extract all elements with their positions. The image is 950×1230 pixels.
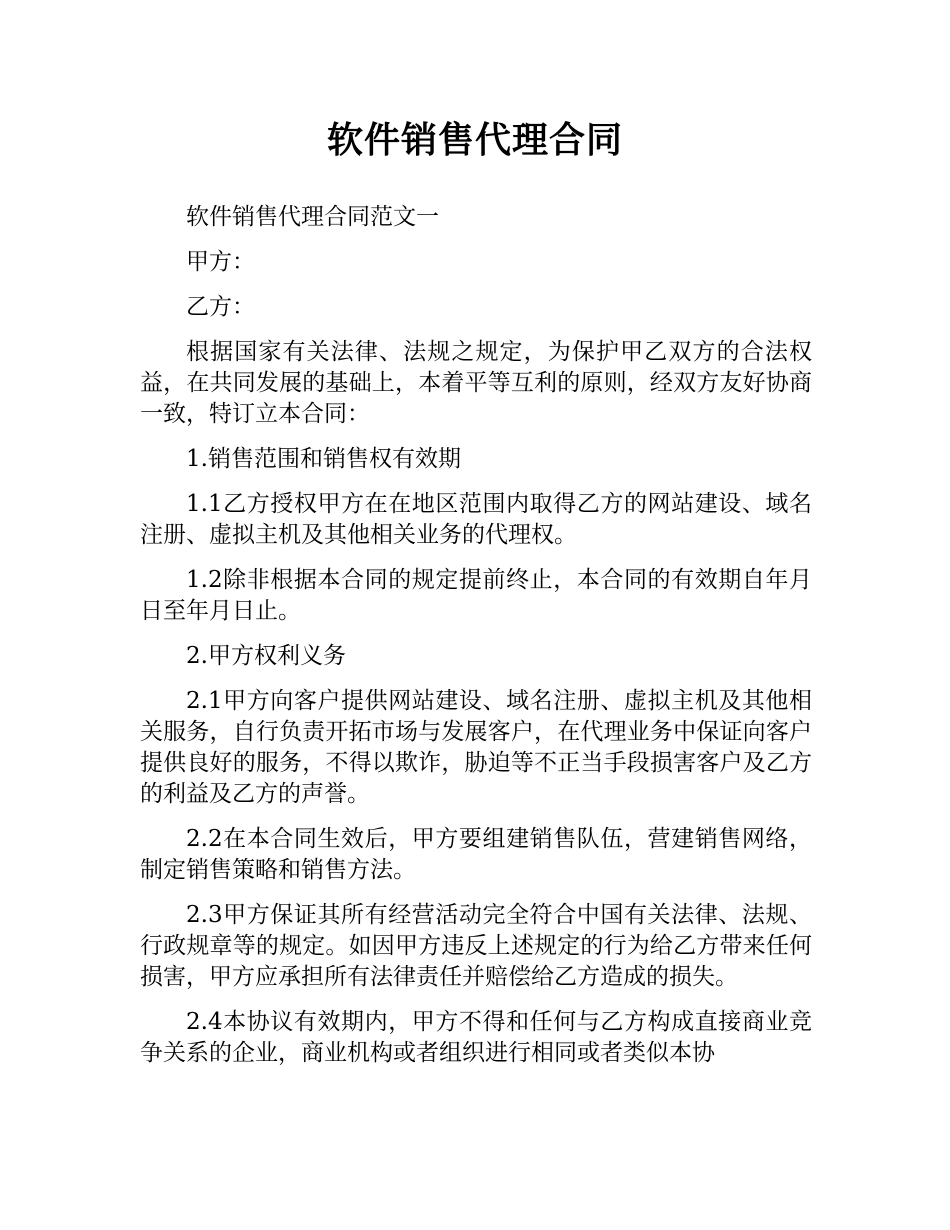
clause-2-3: 2.3甲方保证其所有经营活动完全符合中国有关法律、法规、行政规章等的规定。如因甲方违反上述规定的行为给乙方带来任何损害，甲方应承担所有法律责任并赔偿给乙方造成的损失。 (140, 902, 812, 990)
clause-1-2: 1.2除非根据本合同的规定提前终止，本合同的有效期自年月日至年月日止。 (140, 567, 812, 624)
page-title: 软件销售代理合同 (326, 120, 623, 161)
paragraph-party-b: 乙方： (186, 294, 255, 320)
paragraph-subtitle: 软件销售代理合同范文一 (186, 204, 439, 230)
document-body (140, 202, 812, 1083)
clause-2-1: 2.1甲方向客户提供网站建设、域名注册、虚拟主机及其他相关服务，自行负责开拓市场与发展客户，在代理业务中保证向客户提供良好的服务，不得以欺诈，胁迫等不正当手段损害客户及乙方的利益及乙方的声誉。 (140, 688, 812, 807)
clause-1-1: 1.1乙方授权甲方在在地区范围内取得乙方的网站建设、域名注册、虚拟主机及其他相关业务的代理权。 (140, 491, 812, 548)
paragraph-party-a: 甲方： (186, 249, 255, 275)
paragraph-preamble: 根据国家有关法律、法规之规定，为保护甲乙双方的合法权益，在共同发展的基础上，本着平等互利的原则，经双方友好协商一致，特订立本合同： (140, 339, 812, 427)
clause-2-2: 2.2在本合同生效后，甲方要组建销售队伍，营建销售网络，制定销售策略和销售方法。 (140, 826, 812, 883)
section-heading-1: 1.销售范围和销售权有效期 (186, 446, 461, 472)
clause-2-4: 2.4本协议有效期内，甲方不得和任何与乙方构成直接商业竞争关系的企业，商业机构或者组织进行相同或者类似本协 (140, 1009, 812, 1066)
section-heading-2: 2.甲方权利义务 (186, 643, 346, 669)
